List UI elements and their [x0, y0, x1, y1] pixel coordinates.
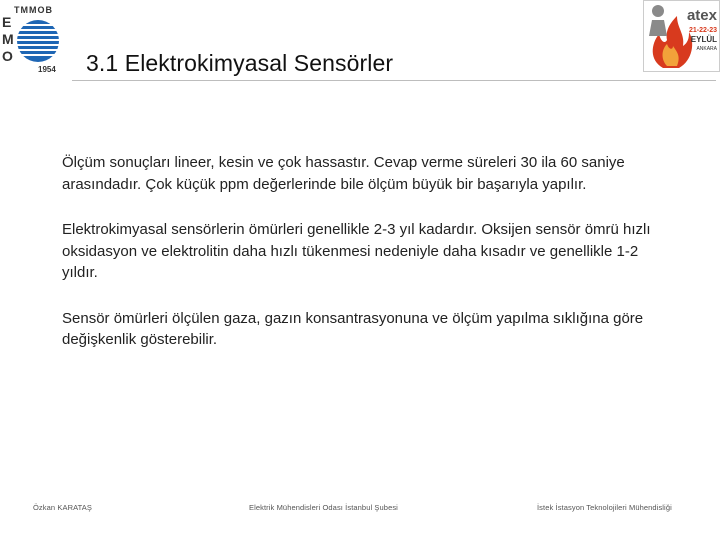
slide-title: 3.1 Elektrokimyasal Sensörler: [86, 50, 394, 76]
emo-logo-letter-o: O: [2, 48, 13, 64]
slide-body: [62, 152, 662, 375]
emo-logo: [0, 0, 68, 74]
footer-company: İstek İstasyon Teknolojileri Mühendisliği: [537, 503, 672, 512]
footer-author: Özkan KARATAŞ: [33, 503, 92, 512]
atex-logo: [643, 0, 720, 72]
atex-brand-text: atex: [686, 7, 717, 24]
emo-logo-letter-e: E: [2, 14, 12, 30]
slide-header: [72, 0, 716, 81]
emo-logo-globe-icon: [17, 20, 59, 62]
emo-logo-letter-m: M: [2, 31, 14, 47]
atex-logo-graphic: [643, 0, 720, 72]
atex-month-text: EYLÜL: [690, 35, 717, 44]
emo-logo-top-text: TMMOB: [14, 5, 53, 15]
atex-dates-text: 21-22-23: [688, 27, 717, 34]
atex-city-text: ANKARA: [696, 46, 717, 52]
emo-logo-year: 1954: [38, 65, 56, 74]
emo-logo-graphic: [0, 0, 68, 74]
footer-organization: Elektrik Mühendisleri Odası İstanbul Şubesi: [249, 503, 398, 512]
paragraph-accuracy: Ölçüm sonuçları lineer, kesin ve çok hassastır. Cevap verme süreleri 30 ila 60 saniye arasındadır. Çok küçük ppm değerlerinde bile ölçüm büyük bir başarıyla yapılır.: [62, 154, 625, 193]
paragraph-variability: Sensör ömürleri ölçülen gaza, gazın konsantrasyonuna ve ölçüm yapılma sıklığına göre değişkenlik gösterebilir.: [62, 309, 644, 348]
paragraph-lifetime: Elektrokimyasal sensörlerin ömürleri genellikle 2-3 yıl kadardır. Oksijen sensör ömrü hızlı oksidasyon ve elektrolitin daha hızlı tükenmesi nedeniyle daha kısadır ve genellikle 1-2 yıldır.: [62, 221, 651, 281]
